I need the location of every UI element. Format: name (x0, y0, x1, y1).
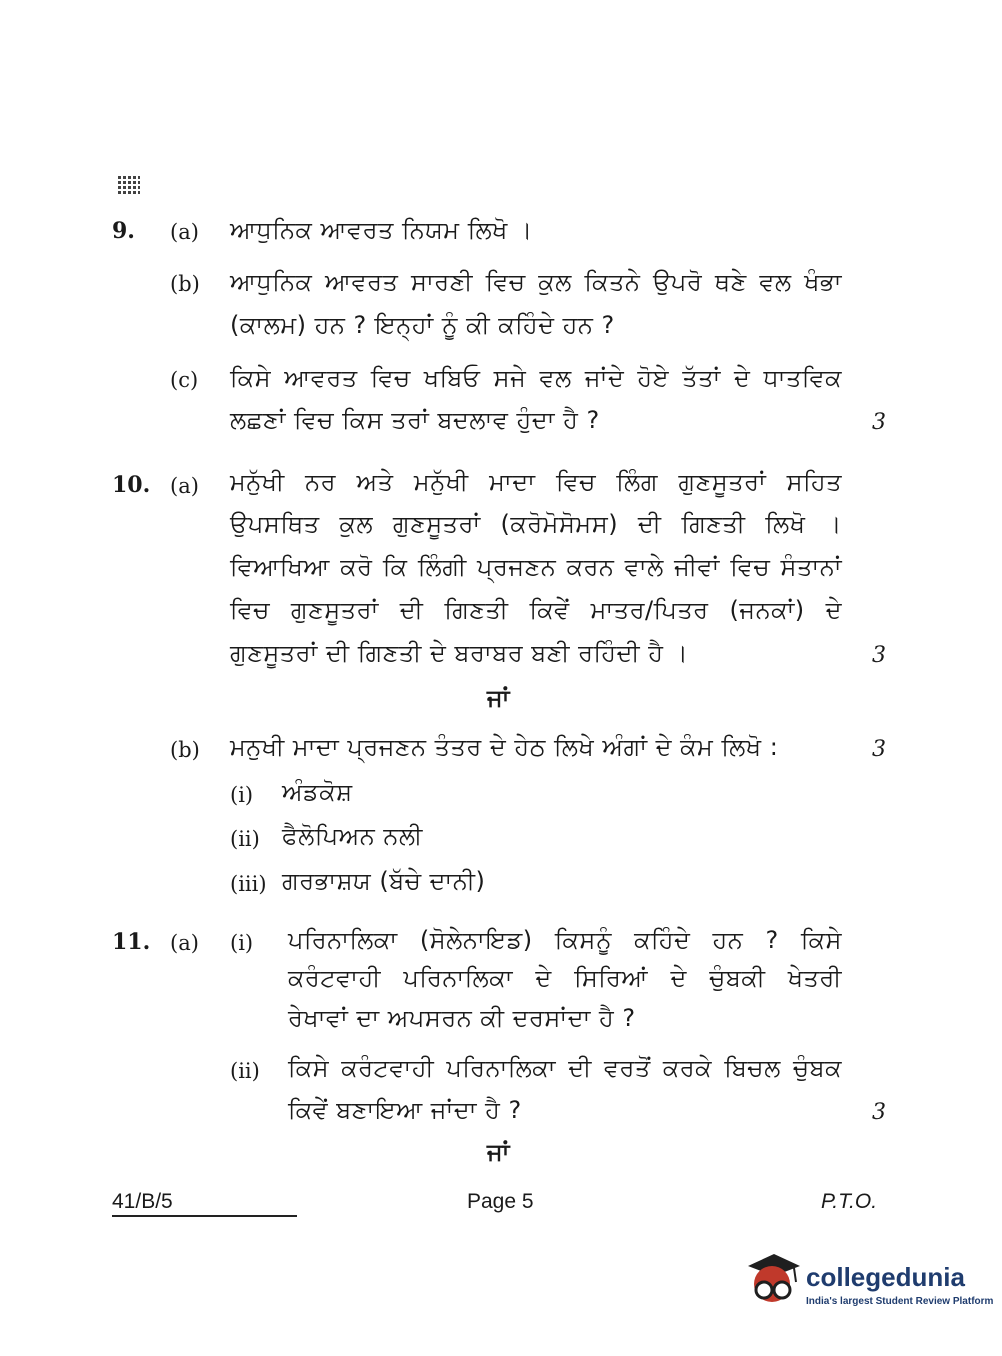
q10-part-a-line: ਵਿਆਖਿਆ ਕਰੋ ਕਿ ਲਿੰਗੀ ਪ੍ਰਜਣਨ ਕਰਨ ਵਾਲੇ ਜੀਵਾਂ ਵਿਚ ਸੰਤਾਨਾਂ (230, 553, 842, 581)
q11-sub-i-label: (i) (230, 931, 254, 955)
q11-part-a-label: (a) (170, 931, 199, 955)
q11-sub-ii-label: (ii) (230, 1059, 260, 1083)
q9-marks: 3 (872, 410, 886, 435)
q9-part-b-line: ਆਧੁਨਿਕ ਆਵਰਤ ਸਾਰਣੀ ਵਿਚ ਕੁਲ ਕਿਤਨੇ ਉਪਰੋ ਥਣੇ ਵਲ ਖੰਭਾ (230, 268, 842, 296)
q11-sub-i-line: ਰੇਖਾਵਾਂ ਦਾ ਅਪਸਰਨ ਕੀ ਦਰਸਾਂਦਾ ਹੈ ? (288, 1004, 636, 1032)
q9-part-b-line: (ਕਾਲਮ) ਹਨ ? ਇਨ੍ਹਾਂ ਨੂੰ ਕੀ ਕਹਿੰਦੇ ਹਨ ? (230, 311, 615, 339)
q11-sub-i-line: ਪਰਿਨਾਲਿਕਾ (ਸੋਲੇਨਾਇਡ) ਕਿਸਨੂੰ ਕਹਿੰਦੇ ਹਨ ? ਕਿਸੇ (288, 926, 842, 954)
q11-sub-ii-line: ਕਿਵੇਂ ਬਣਾਇਆ ਜਾਂਦਾ ਹੈ ? (288, 1096, 522, 1124)
q9-part-c-label: (c) (170, 368, 199, 392)
q10-b-item-text: ਗਰਭਾਸ਼ਯ (ਬੱਚੇ ਦਾਨੀ) (282, 867, 486, 895)
paper-code: 41/B/5 (112, 1190, 173, 1213)
q10-part-a-line: ਵਿਚ ਗੁਣਸੂਤਰਾਂ ਦੀ ਗਿਣਤੀ ਕਿਵੇਂ ਮਾਤਰ/ਪਿਤਰ (ਜਨਕਾਂ) ਦੇ (230, 596, 842, 624)
page-number: Page 5 (467, 1190, 534, 1213)
q10-b-item-label: (iii) (230, 872, 267, 896)
q11-marks: 3 (872, 1100, 886, 1125)
q10-part-b-text: ਮਨੁਖੀ ਮਾਦਾ ਪ੍ਰਜਣਨ ਤੰਤਰ ਦੇ ਹੇਠ ਲਿਖੇ ਅੰਗਾਂ ਦੇ ਕੰਮ ਲਿਖੋ : (230, 733, 779, 761)
q9-part-c-line: ਕਿਸੇ ਆਵਰਤ ਵਿਚ ਖਬਿਓ ਸਜੇ ਵਲ ਜਾਂਦੇ ਹੋਏ ਤੱਤਾਂ ਦੇ ਧਾਤਵਿਕ (230, 364, 842, 392)
q10-part-a-line: ਗੁਣਸੂਤਰਾਂ ਦੀ ਗਿਣਤੀ ਦੇ ਬਰਾਬਰ ਬਣੀ ਰਹਿੰਦੀ ਹੈ । (230, 639, 689, 667)
question-number-11: 11. (112, 929, 151, 955)
q9-part-a-label: (a) (170, 220, 199, 244)
q10-b-item-text: ਅੰਡਕੋਸ਼ (282, 778, 353, 806)
collegedunia-logo-icon (742, 1252, 802, 1310)
q10-b-item-label: (ii) (230, 827, 260, 851)
q11-sub-i-line: ਕਰੰਟਵਾਹੀ ਪਰਿਨਾਲਿਕਾ ਦੇ ਸਿਰਿਆਂ ਦੇ ਚੁੰਬਕੀ ਖੇਤਰੀ (288, 964, 842, 992)
q9-part-b-label: (b) (170, 272, 200, 296)
watermark-brand: collegedunia (806, 1262, 965, 1292)
q10-b-item-text: ਫੈਲੋਪਿਅਨ ਨਲੀ (282, 822, 423, 850)
q10-part-a-label: (a) (170, 474, 199, 498)
q9-part-a-text: ਆਧੁਨਿਕ ਆਵਰਤ ਨਿਯਮ ਲਿਖੋ । (230, 216, 533, 244)
or-separator: ਜਾਂ (487, 684, 510, 712)
q10-part-a-line: ਮਨੁੱਖੀ ਨਰ ਅਤੇ ਮਨੁੱਖੀ ਮਾਦਾ ਵਿਚ ਲਿੰਗ ਗੁਣਸੂਤਰਾਂ ਸਹਿਤ (230, 468, 842, 496)
footer-rule (112, 1215, 297, 1217)
pto-label: P.T.O. (821, 1190, 878, 1213)
question-number-9: 9. (112, 218, 135, 244)
q11-sub-ii-line: ਕਿਸੇ ਕਰੰਟਵਾਹੀ ਪਰਿਨਾਲਿਕਾ ਦੀ ਵਰਤੋਂ ਕਰਕੇ ਬਿਚਲ ਚੁੰਬਕ (288, 1054, 842, 1082)
q10-a-marks: 3 (872, 643, 886, 668)
question-number-10: 10. (112, 472, 151, 498)
watermark-tagline: India's largest Student Review Platform (806, 1296, 994, 1307)
qr-code-icon (118, 176, 140, 194)
q9-part-c-line: ਲਛਣਾਂ ਵਿਚ ਕਿਸ ਤਰਾਂ ਬਦਲਾਵ ਹੁੰਦਾ ਹੈ ? (230, 406, 600, 434)
q10-part-a-line: ਉਪਸਥਿਤ ਕੁਲ ਗੁਣਸੂਤਰਾਂ (ਕਰੋਮੋਸੋਮਸ) ਦੀ ਗਿਣਤੀ ਲਿਖੋ । (230, 510, 842, 538)
q10-b-marks: 3 (872, 737, 886, 762)
q10-b-item-label: (i) (230, 783, 254, 807)
or-separator: ਜਾਂ (487, 1138, 510, 1166)
q10-part-b-label: (b) (170, 738, 200, 762)
